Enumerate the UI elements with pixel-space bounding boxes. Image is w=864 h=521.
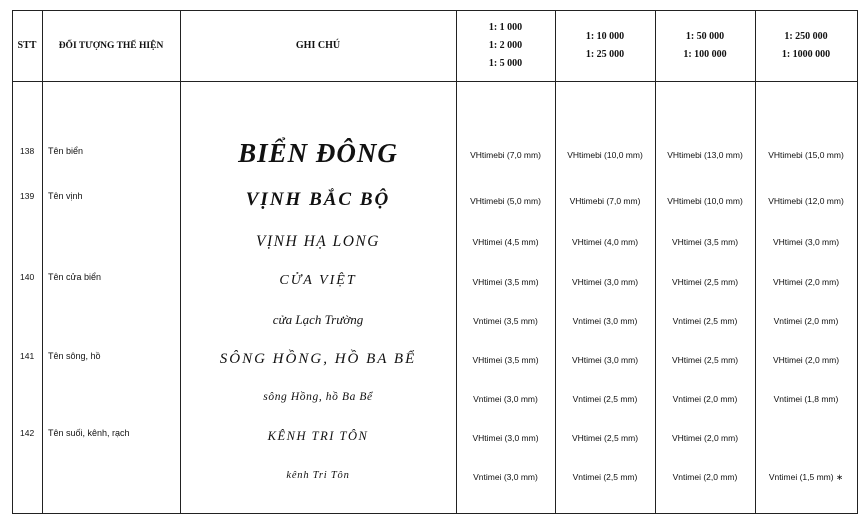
row-note-sample: cửa Lạch Trường <box>272 312 364 327</box>
row-value: VHtimei (3,0 mm) <box>571 355 639 365</box>
scale-label: 1: 1000 000 <box>781 48 831 60</box>
scale-label: 1: 25 000 <box>585 48 625 60</box>
row-value: Vntimei (3,5 mm) <box>473 316 538 326</box>
row-value: VHtimebi (5,0 mm) <box>470 196 541 206</box>
row-value: VHtimebi (7,0 mm) <box>470 150 541 160</box>
row-value: VHtimei (3,5 mm) <box>472 355 539 365</box>
row-stt: 141 <box>20 351 35 361</box>
scale-label: 1: 100 000 <box>683 48 727 60</box>
header-note: GHI CHÚ <box>295 40 341 51</box>
row-value: VHtimebi (12,0 mm) <box>768 196 844 206</box>
row-value: Vntimei (3,0 mm) <box>473 472 538 482</box>
row-value: VHtimei (3,5 mm) <box>671 237 739 247</box>
header-scale-3 <box>655 10 755 81</box>
table-border-bottom <box>12 513 858 514</box>
row-object: Tên sông, hồ <box>48 351 101 361</box>
header-object: ĐỐI TƯỢNG THỂ HIỆN <box>58 40 164 51</box>
row-value: VHtimei (4,5 mm) <box>472 237 539 247</box>
row-stt: 139 <box>20 191 35 201</box>
scale-label: 1: 10 000 <box>585 30 625 42</box>
row-stt: 138 <box>20 146 35 156</box>
row-object: Tên biển <box>48 146 84 156</box>
row-value: VHtimei (3,0 mm) <box>472 433 539 443</box>
row-value: VHtimei (3,5 mm) <box>472 277 539 287</box>
row-value: VHtimei (2,5 mm) <box>671 355 739 365</box>
row-value: Vntimei (1,8 mm) <box>773 394 839 404</box>
column-divider <box>857 10 858 514</box>
row-value: Vntimei (1,5 mm) ∗ <box>768 471 844 482</box>
header-scale-2 <box>555 10 655 81</box>
row-note-sample: CỬA VIỆT <box>279 273 357 288</box>
scale-label: 1: 250 000 <box>784 30 828 42</box>
row-stt: 140 <box>20 272 35 282</box>
row-value: Vntimei (2,0 mm) <box>672 472 738 482</box>
row-value: VHtimei (2,5 mm) <box>571 433 639 443</box>
row-value: VHtimebi (7,0 mm) <box>569 196 641 206</box>
row-note-sample: KÊNH TRI TÔN <box>267 428 369 443</box>
row-object: Tên cửa biển <box>48 272 102 282</box>
row-value: VHtimei (3,0 mm) <box>772 237 840 247</box>
row-value: VHtimei (3,0 mm) <box>571 277 639 287</box>
row-note-sample: VỊNH HẠ LONG <box>256 233 380 250</box>
row-value: Vntimei (2,5 mm) <box>672 316 738 326</box>
header-scale-1 <box>456 10 555 81</box>
scale-label: 1: 5 000 <box>488 57 523 69</box>
row-value: Vntimei (3,0 mm) <box>473 394 538 404</box>
scale-label: 1: 2 000 <box>488 39 523 51</box>
row-value: VHtimebi (15,0 mm) <box>768 150 844 160</box>
row-object: Tên suối, kênh, rạch <box>48 428 130 438</box>
row-value: VHtimei (2,0 mm) <box>772 277 840 287</box>
row-value: VHtimei (4,0 mm) <box>571 237 639 247</box>
row-stt: 142 <box>20 428 35 438</box>
row-value: Vntimei (2,0 mm) <box>773 316 839 326</box>
scale-label: 1: 1 000 <box>488 21 523 33</box>
row-value <box>755 427 857 449</box>
row-note-sample: SÔNG HỒNG, HỒ BA BỂ <box>219 350 417 367</box>
scale-label: 1: 50 000 <box>685 30 725 42</box>
row-note-sample: VỊNH BẮC BỘ <box>245 189 391 210</box>
row-value: Vntimei (2,0 mm) <box>672 394 738 404</box>
row-value: VHtimebi (13,0 mm) <box>667 150 743 160</box>
row-value: VHtimei (2,0 mm) <box>772 355 840 365</box>
row-note-sample: BIỂN ĐÔNG <box>238 137 398 168</box>
row-value: Vntimei (2,5 mm) <box>572 394 638 404</box>
row-value: Vntimei (3,0 mm) <box>572 316 638 326</box>
row-note-sample: kênh Tri Tôn <box>286 469 350 481</box>
specification-table <box>12 10 858 514</box>
row-value: VHtimei (2,5 mm) <box>671 277 739 287</box>
row-value: VHtimebi (10,0 mm) <box>567 150 643 160</box>
header-scale-4 <box>755 10 857 81</box>
header-stt: STT <box>17 40 37 51</box>
row-note-sample: sông Hồng, hồ Ba Bể <box>263 391 373 403</box>
header-divider <box>12 81 858 82</box>
row-value: VHtimebi (10,0 mm) <box>667 196 743 206</box>
row-value: VHtimei (2,0 mm) <box>671 433 739 443</box>
row-value: Vntimei (2,5 mm) <box>572 472 638 482</box>
row-object: Tên vịnh <box>48 191 83 201</box>
